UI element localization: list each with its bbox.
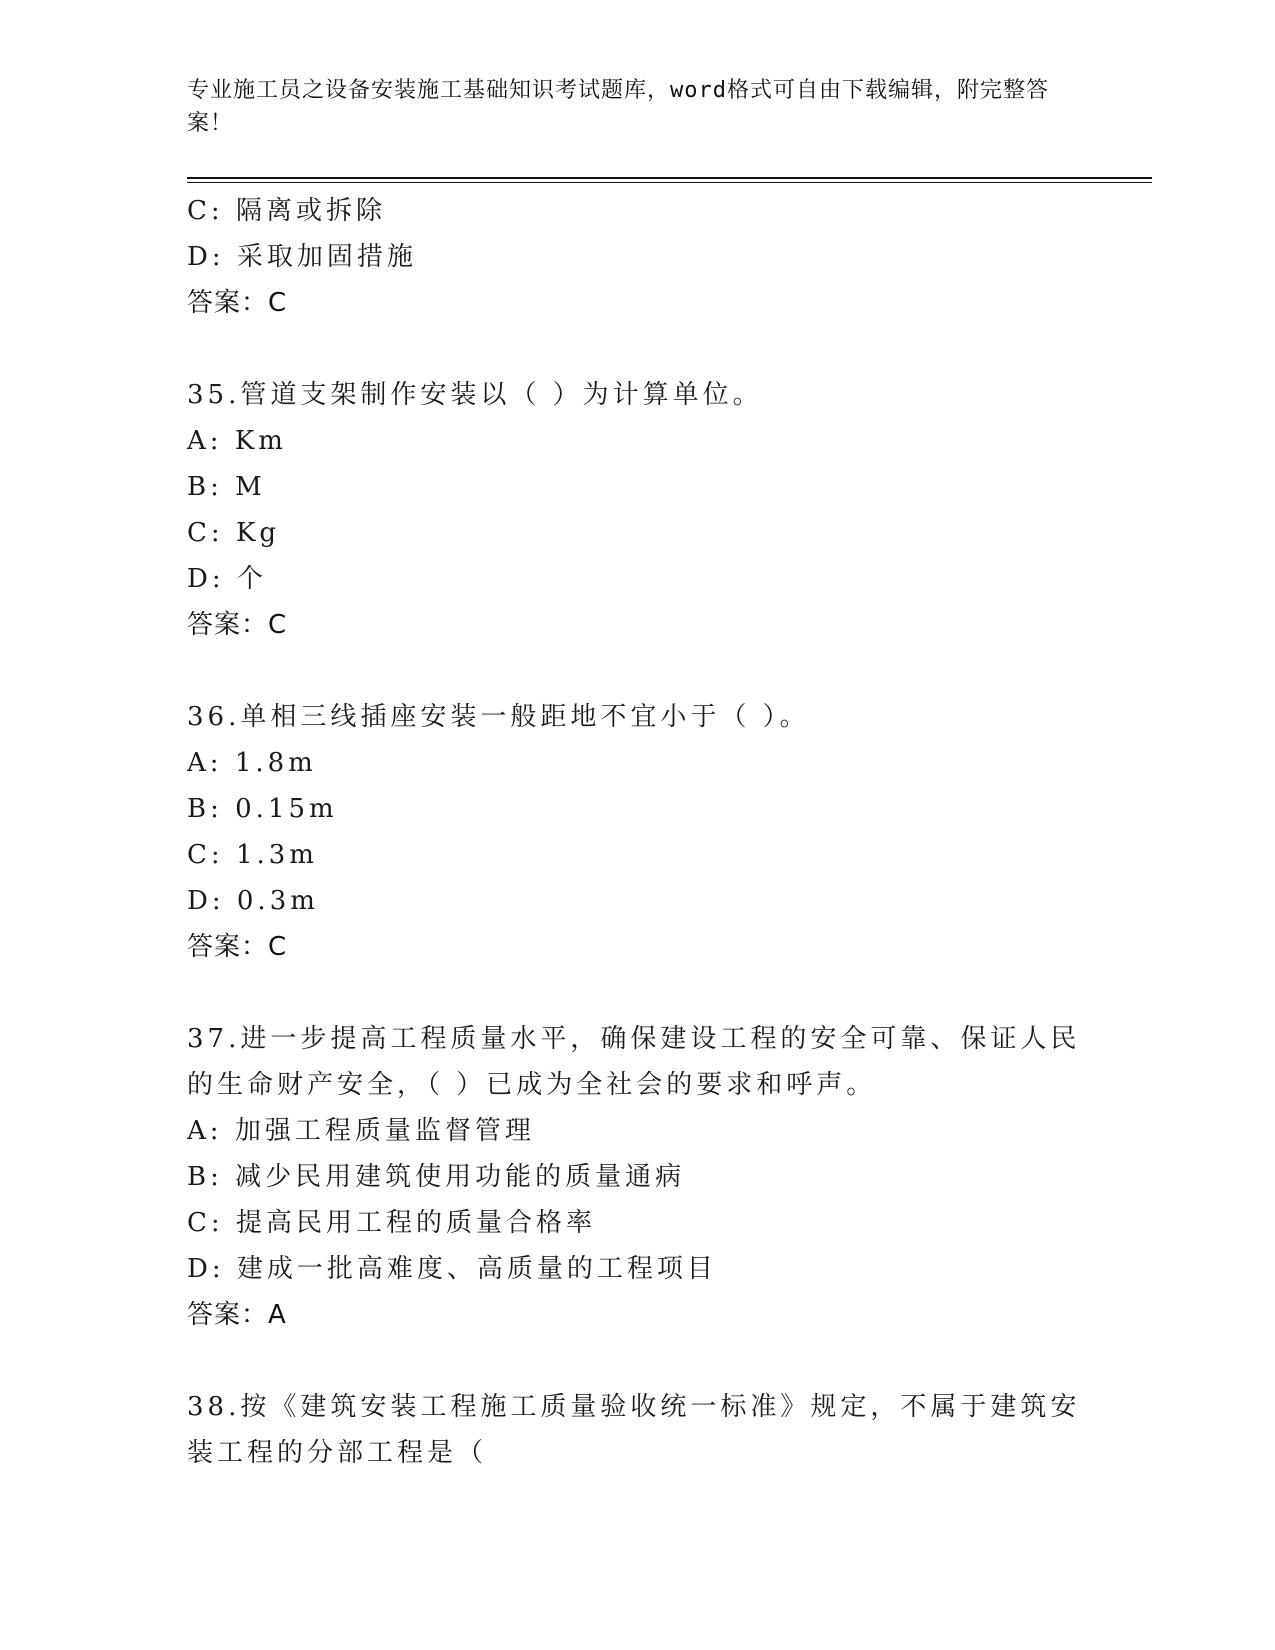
option-a: A: 加强工程质量监督管理 [187,1116,535,1146]
option-text: 0.15m [235,794,338,824]
option-label: B [187,794,211,824]
option-label: D [187,242,212,272]
option-label: C [187,518,211,548]
spacer [187,648,1087,694]
question-35 [187,372,1087,418]
option-a: A: 1.8m [187,748,317,778]
page-header [187,74,1067,140]
option-text: 个 [236,564,267,594]
option-label: B [187,1162,211,1192]
option-text: 隔离或拆除 [235,196,386,226]
question-text: 管道支架制作安装以（ ）为计算单位。 [240,380,763,410]
spacer [187,326,1087,372]
option-text: 采取加固措施 [236,242,417,272]
option-text: 1.3m [235,840,318,870]
spacer [187,1338,1087,1384]
answer-line: 答案：A [187,1300,287,1330]
question-37 [187,1016,1087,1108]
option-text: 建成一批高难度、高质量的工程项目 [236,1254,717,1284]
option-c: C: Kg [187,518,281,548]
question-number: 37. [187,1024,241,1054]
question-36 [187,694,1087,740]
option-label: C [187,840,211,870]
option-label: D [187,886,212,916]
option-c: C: 隔离或拆除 [187,196,386,226]
option-text: 1.8m [234,748,317,778]
option-label: A [187,1116,210,1146]
option-text: M [235,472,266,502]
option-b: B: 0.15m [187,794,338,824]
option-b: B: 减少民用建筑使用功能的质量通病 [187,1162,686,1192]
option-d: D: 个 [187,564,267,594]
question-number: 38. [187,1392,241,1422]
header-text: 专业施工员之设备安装施工基础知识考试题库，word格式可自由下载编辑，附完整答案！ [187,78,1049,136]
option-d: D: 建成一批高难度、高质量的工程项目 [187,1254,717,1284]
option-text: 提高民用工程的质量合格率 [235,1208,596,1238]
question-38 [187,1384,1087,1476]
answer-line: 答案：C [187,932,288,962]
option-text: 加强工程质量监督管理 [234,1116,535,1146]
option-label: C [187,196,211,226]
question-number: 36. [187,702,241,732]
answer-line: 答案：C [187,288,288,318]
spacer [187,970,1087,1016]
option-a: A: Km [187,426,287,456]
option-label: B [187,472,211,502]
option-label: A [187,748,210,778]
question-number: 35. [187,380,241,410]
option-label: C [187,1208,211,1238]
question-text: 按《建筑安装工程施工质量验收统一标准》规定，不属于建筑安装工程的分部工程是（ [187,1392,1081,1468]
option-c: C: 1.3m [187,840,318,870]
option-d: D: 0.3m [187,886,319,916]
header-divider-thick [187,177,1152,179]
question-text: 单相三线插座安装一般距地不宜小于（ ）。 [240,702,810,732]
header-divider-thin [187,182,1152,183]
option-text: 减少民用建筑使用功能的质量通病 [235,1162,686,1192]
option-c: C: 提高民用工程的质量合格率 [187,1208,596,1238]
option-text: Kg [235,518,281,548]
document-body [187,188,1087,1476]
question-text: 进一步提高工程质量水平，确保建设工程的安全可靠、保证人民的生命财产安全，（ ）已成为全社会的要求和呼声。 [187,1024,1081,1100]
option-label: D [187,1254,212,1284]
option-b: B: M [187,472,266,502]
option-d: D: 采取加固措施 [187,242,417,272]
option-label: D [187,564,212,594]
option-label: A [187,426,210,456]
option-text: Km [234,426,287,456]
option-text: 0.3m [236,886,319,916]
answer-line: 答案：C [187,610,288,640]
